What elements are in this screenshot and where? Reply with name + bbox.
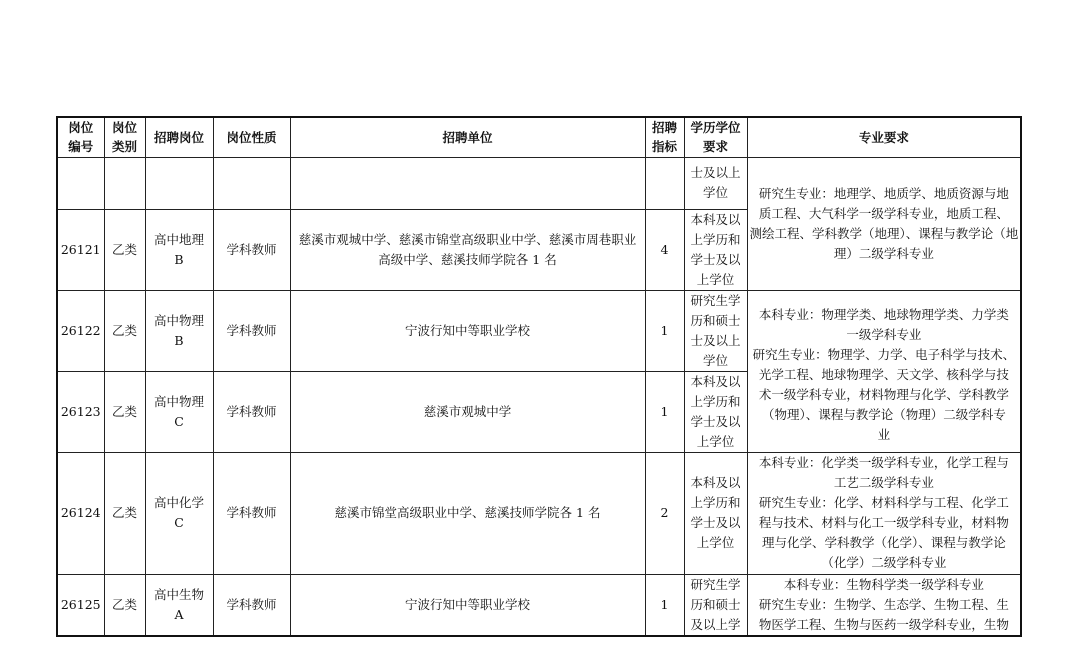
table-row xyxy=(57,157,1021,209)
cell-unit: 慈溪市观城中学、慈溪市锦堂高级职业中学、慈溪市周巷职业 高级中学、慈溪技师学院各 1 名 xyxy=(290,209,645,290)
header-position: 招聘岗位 xyxy=(145,117,213,157)
header-nature: 岗位性质 xyxy=(213,117,290,157)
cell-education: 本科及以 上学历和 学士及以 上学位 xyxy=(684,209,747,290)
cell-id: 26124 xyxy=(57,452,104,574)
cell-nature: 学科教师 xyxy=(213,209,290,290)
header-unit: 招聘单位 xyxy=(290,117,645,157)
cell-unit xyxy=(290,157,645,209)
cell-nature: 学科教师 xyxy=(213,574,290,636)
cell-position: 高中地理 B xyxy=(145,209,213,290)
cell-nature: 学科教师 xyxy=(213,371,290,452)
cell-category xyxy=(104,157,145,209)
cell-category: 乙类 xyxy=(104,371,145,452)
cell-education: 研究生学 历和硕士 及以上学 xyxy=(684,574,747,636)
header-major: 专业要求 xyxy=(747,117,1021,157)
header-position-category: 岗位 类别 xyxy=(104,117,145,157)
cell-education: 研究生学 历和硕士 士及以上 学位 xyxy=(684,290,747,371)
recruitment-table xyxy=(56,116,1022,637)
header-position-id: 岗位 编号 xyxy=(57,117,104,157)
cell-category: 乙类 xyxy=(104,574,145,636)
cell-quota: 1 xyxy=(645,290,684,371)
header-quota: 招聘 指标 xyxy=(645,117,684,157)
cell-id xyxy=(57,157,104,209)
cell-position xyxy=(145,157,213,209)
cell-major-biology: 本科专业：生物科学类一级学科专业 研究生专业：生物学、生态学、生物工程、生 物医学工程、生物与医药一级学科专业，生物 xyxy=(747,574,1021,636)
cell-position: 高中物理 C xyxy=(145,371,213,452)
cell-nature: 学科教师 xyxy=(213,452,290,574)
cell-major-physics: 本科专业：物理学类、地球物理学类、力学类 一级学科专业 研究生专业：物理学、力学、电子科学与技术、 光学工程、地球物理学、天文学、核科学与技 术一级学科专业，材料物理与化学、学科教学 （物理）、课程与教学论（物理）二级学科专 业 xyxy=(747,290,1021,452)
cell-id: 26121 xyxy=(57,209,104,290)
cell-education: 士及以上 学位 xyxy=(684,157,747,209)
header-education: 学历学位 要求 xyxy=(684,117,747,157)
cell-unit: 宁波行知中等职业学校 xyxy=(290,290,645,371)
cell-nature xyxy=(213,157,290,209)
cell-major-chemistry: 本科专业：化学类一级学科专业，化学工程与 工艺二级学科专业 研究生专业：化学、材料科学与工程、化学工 程与技术、材料与化工一级学科专业，材料物 理与化学、学科教学（化学）、课程与教学论 （化学）二级学科专业 xyxy=(747,452,1021,574)
cell-quota: 2 xyxy=(645,452,684,574)
cell-category: 乙类 xyxy=(104,452,145,574)
cell-id: 26122 xyxy=(57,290,104,371)
cell-id: 26123 xyxy=(57,371,104,452)
cell-nature: 学科教师 xyxy=(213,290,290,371)
cell-major-geography: 研究生专业：地理学、地质学、地质资源与地 质工程、大气科学一级学科专业，地质工程、 测绘工程、学科教学（地理）、课程与教学论（地 理）二级学科专业 xyxy=(747,157,1021,290)
table-row xyxy=(57,452,1021,574)
cell-unit: 慈溪市锦堂高级职业中学、慈溪技师学院各 1 名 xyxy=(290,452,645,574)
cell-quota xyxy=(645,157,684,209)
cell-unit: 慈溪市观城中学 xyxy=(290,371,645,452)
cell-position: 高中物理 B xyxy=(145,290,213,371)
cell-position: 高中生物 A xyxy=(145,574,213,636)
table-row xyxy=(57,574,1021,636)
cell-quota: 1 xyxy=(645,574,684,636)
table-row xyxy=(57,290,1021,371)
cell-category: 乙类 xyxy=(104,209,145,290)
cell-quota: 1 xyxy=(645,371,684,452)
cell-education: 本科及以 上学历和 学士及以 上学位 xyxy=(684,371,747,452)
header-row xyxy=(57,117,1021,157)
cell-id: 26125 xyxy=(57,574,104,636)
cell-category: 乙类 xyxy=(104,290,145,371)
cell-quota: 4 xyxy=(645,209,684,290)
cell-position: 高中化学 C xyxy=(145,452,213,574)
cell-education: 本科及以 上学历和 学士及以 上学位 xyxy=(684,452,747,574)
cell-unit: 宁波行知中等职业学校 xyxy=(290,574,645,636)
